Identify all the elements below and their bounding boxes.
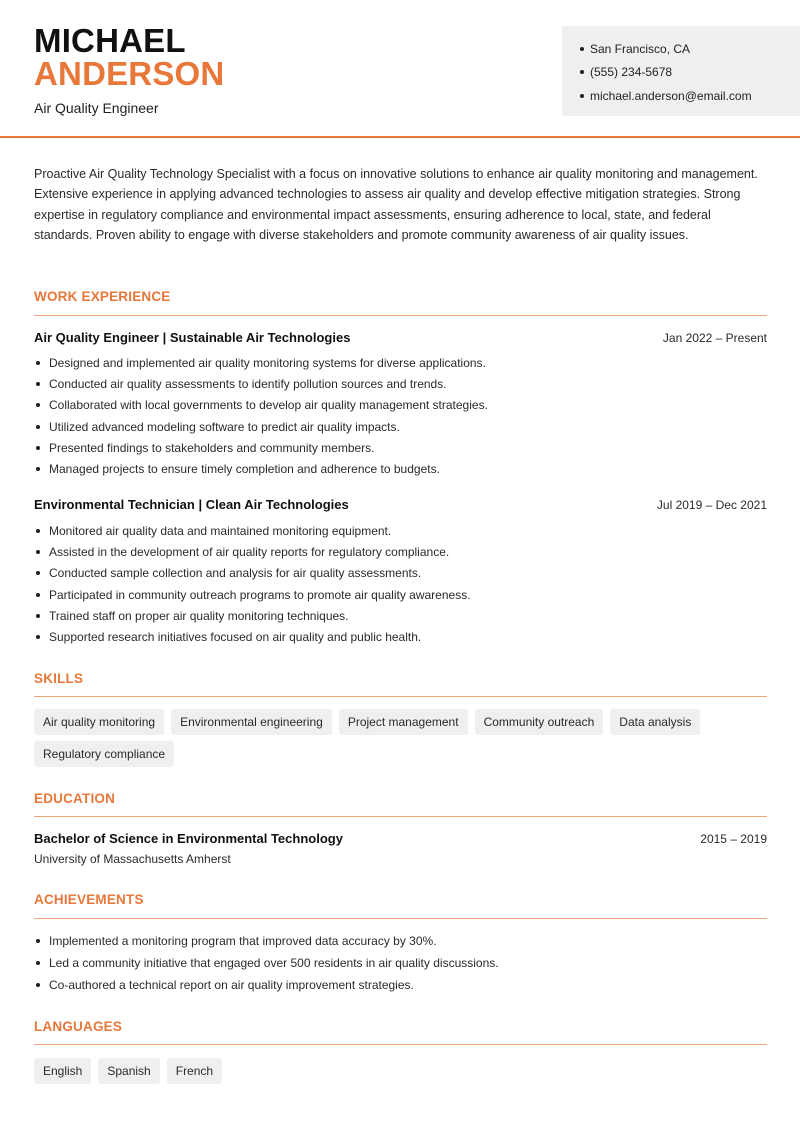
email-text: michael.anderson@email.com — [590, 88, 752, 103]
bullet-icon — [580, 94, 584, 98]
bullet-icon — [36, 983, 40, 987]
skill-tag: Community outreach — [475, 709, 604, 735]
contact-location — [580, 37, 800, 61]
school-name: University of Massachusetts Amherst — [34, 852, 231, 866]
bullet-icon — [36, 361, 40, 365]
list-item — [34, 626, 767, 647]
list-item — [34, 930, 767, 952]
bullet-text: Conducted air quality assessments to identify pollution sources and trends. — [49, 376, 447, 391]
education-entry-header — [34, 831, 767, 846]
contact-box — [562, 26, 800, 116]
bullet-icon — [36, 467, 40, 471]
bullet-icon — [36, 446, 40, 450]
skills-tags — [34, 709, 767, 767]
list-item — [34, 395, 767, 416]
skill-tag: Project management — [339, 709, 468, 735]
bullet-icon — [36, 529, 40, 533]
skill-tag: Data analysis — [610, 709, 700, 735]
bullet-text: Presented findings to stakeholders and community members. — [49, 440, 375, 455]
education-heading: EDUCATION — [34, 791, 116, 806]
degree-title: Bachelor of Science in Environmental Technology — [34, 831, 343, 846]
contact-email — [580, 84, 800, 108]
list-item — [34, 373, 767, 394]
list-item — [34, 458, 767, 479]
bullet-icon — [36, 614, 40, 618]
job-role: Air Quality Engineer | Sustainable Air Technologies — [34, 330, 351, 345]
section-divider — [34, 1044, 767, 1045]
languages-heading: LANGUAGES — [34, 1019, 123, 1034]
location-text: San Francisco, CA — [590, 41, 691, 56]
bullet-text: Monitored air quality data and maintained monitoring equipment. — [49, 523, 392, 538]
bullet-text: Collaborated with local governments to develop air quality management strategies. — [49, 398, 488, 413]
list-item — [34, 352, 767, 373]
bullet-icon — [36, 550, 40, 554]
bullet-icon — [36, 593, 40, 597]
bullet-text: Trained staff on proper air quality monitoring techniques. — [49, 608, 349, 623]
list-item — [34, 416, 767, 437]
language-tag: English — [34, 1058, 91, 1084]
bullet-text: Led a community initiative that engaged over 500 residents in air quality discussions. — [49, 956, 499, 970]
bullet-text: Supported research initiatives focused on air quality and public health. — [49, 630, 422, 645]
skill-tag: Air quality monitoring — [34, 709, 164, 735]
section-divider — [34, 816, 767, 817]
section-divider — [34, 315, 767, 316]
section-divider — [34, 918, 767, 919]
bullet-text: Implemented a monitoring program that improved data accuracy by 30%. — [49, 934, 437, 948]
list-item — [34, 584, 767, 605]
bullet-text: Conducted sample collection and analysis for air quality assessments. — [49, 566, 422, 581]
bullet-text: Assisted in the development of air quality reports for regulatory compliance. — [49, 544, 450, 559]
work-experience-heading: WORK EXPERIENCE — [34, 289, 171, 304]
bullet-text: Designed and implemented air quality monitoring systems for diverse applications. — [49, 355, 486, 370]
job-entry-header — [34, 497, 767, 512]
bullet-text: Participated in community outreach programs to promote air quality awareness. — [49, 587, 471, 602]
bullet-icon — [580, 70, 584, 74]
bullet-icon — [36, 571, 40, 575]
list-item — [34, 974, 767, 996]
job-role: Environmental Technician | Clean Air Technologies — [34, 497, 349, 512]
education-dates: 2015 – 2019 — [700, 832, 767, 846]
achievements-list — [34, 930, 767, 996]
job-bullets — [34, 520, 767, 648]
job-bullets — [34, 352, 767, 480]
skill-tag: Regulatory compliance — [34, 741, 174, 767]
language-tags — [34, 1058, 767, 1084]
job-entry-header — [34, 330, 767, 345]
section-divider — [34, 696, 767, 697]
bullet-text: Utilized advanced modeling software to predict air quality impacts. — [49, 419, 400, 434]
contact-phone — [580, 61, 800, 85]
list-item — [34, 952, 767, 974]
first-name: MICHAEL — [34, 22, 186, 59]
bullet-text: Co-authored a technical report on air quality improvement strategies. — [49, 978, 414, 992]
job-dates: Jul 2019 – Dec 2021 — [656, 498, 767, 512]
language-tag: Spanish — [98, 1058, 159, 1084]
list-item — [34, 520, 767, 541]
achievements-heading: ACHIEVEMENTS — [34, 892, 144, 907]
job-title: Air Quality Engineer — [34, 100, 159, 116]
profile-summary: Proactive Air Quality Technology Specialist with a focus on innovative solutions to enhance air quality monitoring and management. Extensive experience in applying advanced technologies to assess air quality and develop effective mitigation strategies. Strong expertise in regulatory compliance and environmental impact assessments, ensuring adherence to local, state, and federal standards. Proven ability to engage with diverse stakeholders and promote community awareness of air quality issues. — [34, 167, 758, 243]
bullet-icon — [580, 47, 584, 51]
language-tag: French — [167, 1058, 222, 1084]
job-dates: Jan 2022 – Present — [662, 331, 767, 345]
resume-header — [0, 0, 800, 138]
skill-tag: Environmental engineering — [171, 709, 332, 735]
bullet-icon — [36, 961, 40, 965]
bullet-icon — [36, 635, 40, 639]
last-name: ANDERSON — [34, 55, 225, 92]
list-item — [34, 563, 767, 584]
list-item — [34, 541, 767, 562]
bullet-icon — [36, 382, 40, 386]
skills-heading: SKILLS — [34, 671, 84, 686]
list-item — [34, 437, 767, 458]
bullet-icon — [36, 939, 40, 943]
phone-text: (555) 234-5678 — [590, 65, 673, 80]
list-item — [34, 605, 767, 626]
bullet-icon — [36, 403, 40, 407]
bullet-icon — [36, 425, 40, 429]
bullet-text: Managed projects to ensure timely completion and adherence to budgets. — [49, 462, 440, 477]
